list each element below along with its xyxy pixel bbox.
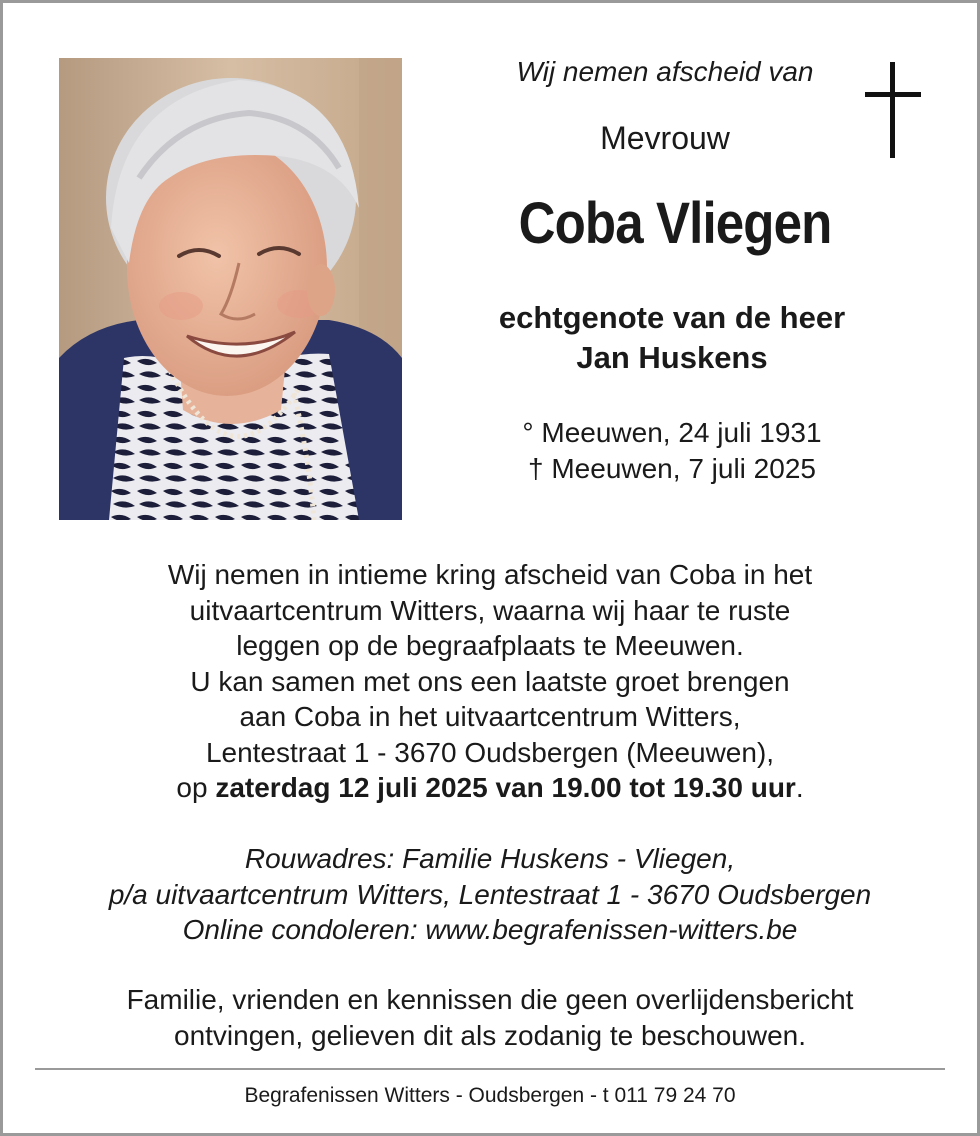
announcement-line: Wij nemen in intieme kring afscheid van Coba in het: [167, 559, 813, 590]
visit-line: [40, 770, 940, 806]
intro-line: Wij nemen afscheid van: [516, 56, 814, 87]
announcement-text: [40, 557, 940, 806]
announcement-line: leggen op de begraafplaats te Meeuwen.: [236, 630, 744, 661]
announcement-line: U kan samen met ons een laatste groet brengen: [190, 665, 790, 697]
announcement-line: aan Coba in het uitvaartcentrum Witters,: [239, 701, 741, 732]
announcement-line: Lentestraat 1 - 3670 Oudsbergen (Meeuwen),: [205, 736, 775, 768]
death-date: † Meeuwen, 7 juli 2025: [528, 453, 816, 484]
mourning-address: Rouwadres: Familie Huskens - Vliegen,: [244, 843, 736, 874]
dates-block: [430, 415, 914, 487]
footer-divider: [35, 1068, 945, 1070]
deceased-name: Coba Vliegen: [518, 191, 832, 256]
birth-date: ° Meeuwen, 24 juli 1931: [522, 417, 822, 448]
closing-line-2: ontvingen, gelieven dit als zodanig te beschouwen.: [174, 1020, 806, 1051]
portrait-photo: [59, 58, 402, 520]
care-of-address: p/a uitvaartcentrum Witters, Lentestraat 1 - 3670 Oudsbergen: [108, 878, 872, 910]
spouse-block: [430, 298, 914, 378]
address-block: [30, 841, 950, 948]
spouse-line-1: echtgenote van de heer: [498, 300, 846, 335]
spouse-line-2: Jan Huskens: [576, 340, 768, 375]
closing-text: [40, 982, 940, 1054]
visit-suffix: .: [795, 772, 804, 803]
visit-datetime: zaterdag 12 juli 2025 van 19.00 tot 19.30 uur: [215, 772, 796, 803]
funeral-home-footer: Begrafenissen Witters - Oudsbergen - t 011 79 24 70: [244, 1084, 736, 1107]
announcement-line: uitvaartcentrum Witters, waarna wij haar te ruste: [189, 594, 791, 626]
closing-line-1: Familie, vrienden en kennissen die geen overlijdensbericht: [126, 984, 854, 1015]
online-condolence-link[interactable]: Online condoleren: www.begrafenissen-witters.be: [182, 914, 798, 945]
salutation: Mevrouw: [600, 120, 730, 156]
visit-prefix: op: [176, 772, 208, 803]
